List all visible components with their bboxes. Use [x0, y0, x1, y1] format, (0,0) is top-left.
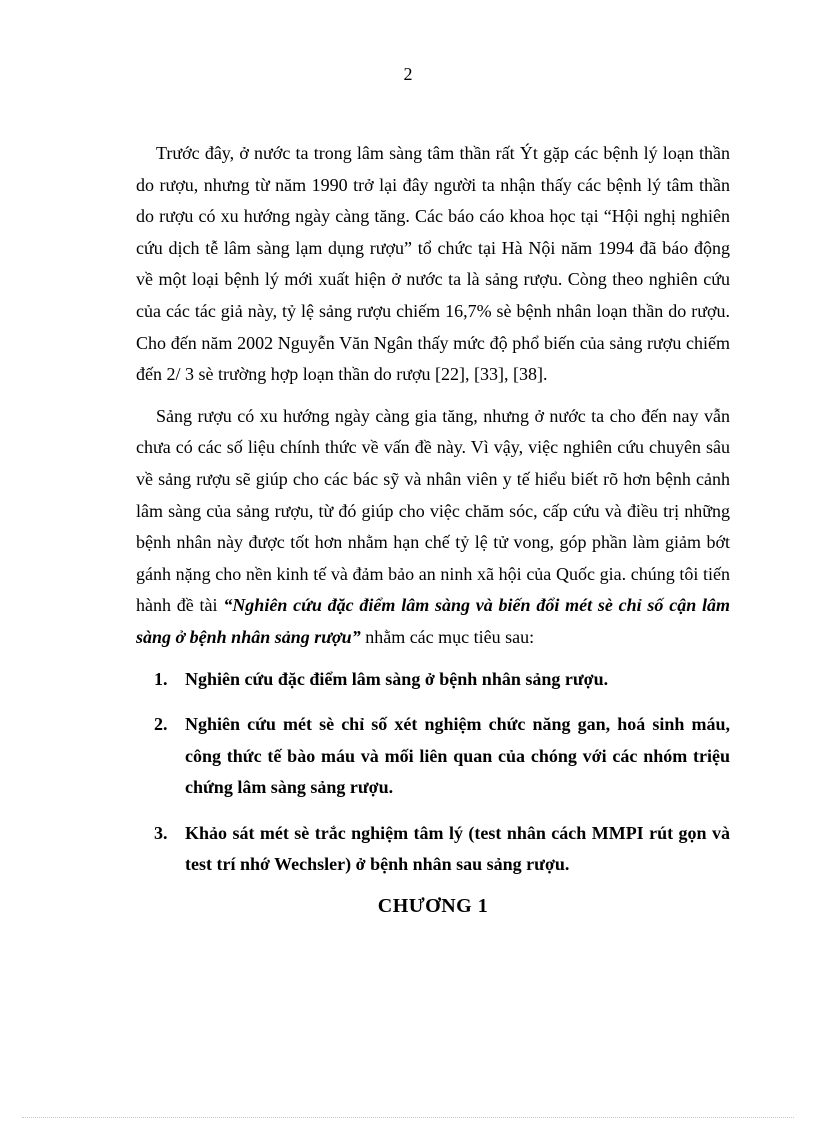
intro-paragraph: Trước đây, ở nước ta trong lâm sàng tâm thần rất Ýt gặp các bệnh lý loạn thần do rượu, nhưng từ năm 1990 trở lại đây người ta nhận thấy các bệnh lý tâm thần do rượu có xu hướng ngày càng tăng. Các báo cáo khoa học tại “Hội nghị nghiên cứu dịch tễ lâm sàng lạm dụng rượu” tổ chức tại Hà Nội năm 1994 đã báo động về một loại bệnh lý mới xuất hiện ở nước ta là sảng rượu. Còng theo nghiên cứu của các tác giả này, tỷ lệ sảng rượu chiếm 16,7% sè bệnh nhân loạn thần do rượu. Cho đến năm 2002 Nguyễn Văn Ngân thấy mức độ phổ biến của sảng rượu chiếm đến 2/ 3 sè trường hợp loạn thần do rượu [22], [33], [38].	[136, 143, 730, 385]
objective-number: 2.	[154, 714, 168, 735]
objectives-lead-in: nhằm các mục tiêu sau:	[365, 626, 535, 647]
objective-text: Nghiên cứu đặc điểm lâm sàng ở bệnh nhân sảng rượu.	[185, 668, 609, 689]
objective-text: Nghiên cứu mét sè chỉ số xét nghiệm chức năng gan, hoá sinh máu, công thức tế bào máu và mối liên quan của chóng với các nhóm triệu chứng lâm sàng sảng rượu.	[185, 714, 730, 798]
objective-item	[136, 818, 730, 881]
objective-number: 3.	[154, 822, 168, 843]
study-title: “Nghiên cứu đặc điểm lâm sàng và biến đổi mét sè chỉ số cận lâm sàng ở bệnh nhân sảng rượu”	[136, 595, 730, 647]
document-body	[136, 138, 730, 918]
objective-item	[136, 709, 730, 804]
page-bottom-divider	[22, 1117, 794, 1118]
rationale-paragraph	[136, 401, 730, 654]
chapter-heading: CHƯƠNG 1	[377, 895, 489, 918]
objective-number: 1.	[154, 668, 168, 689]
objectives-list	[136, 664, 730, 882]
rationale-text: Sảng rượu có xu hướng ngày càng gia tăng, nhưng ở nước ta cho đến nay vẫn chưa có các số liệu chính thức về vấn đề này. Vì vậy, việc nghiên cứu chuyên sâu về sảng rượu sẽ giúp cho các bác sỹ và nhân viên y tế hiểu biết rõ hơn bệnh cảnh lâm sàng của sảng rượu, từ đó giúp cho việc chăm sóc, cấp cứu và điều trị những bệnh nhân này được tốt hơn nhằm hạn chế tỷ lệ tử vong, góp phần làm giảm bớt gánh nặng cho nền kinh tế và đảm bảo an ninh xã hội của Quốc gia. chúng tôi tiến hành đề tài	[136, 405, 730, 616]
objective-item	[136, 664, 730, 696]
objective-text: Khảo sát mét sè trắc nghiệm tâm lý (test nhân cách MMPI rút gọn và test trí nhớ Wechsler) ở bệnh nhân sau sảng rượu.	[185, 822, 730, 875]
page-number: 2	[403, 64, 413, 84]
